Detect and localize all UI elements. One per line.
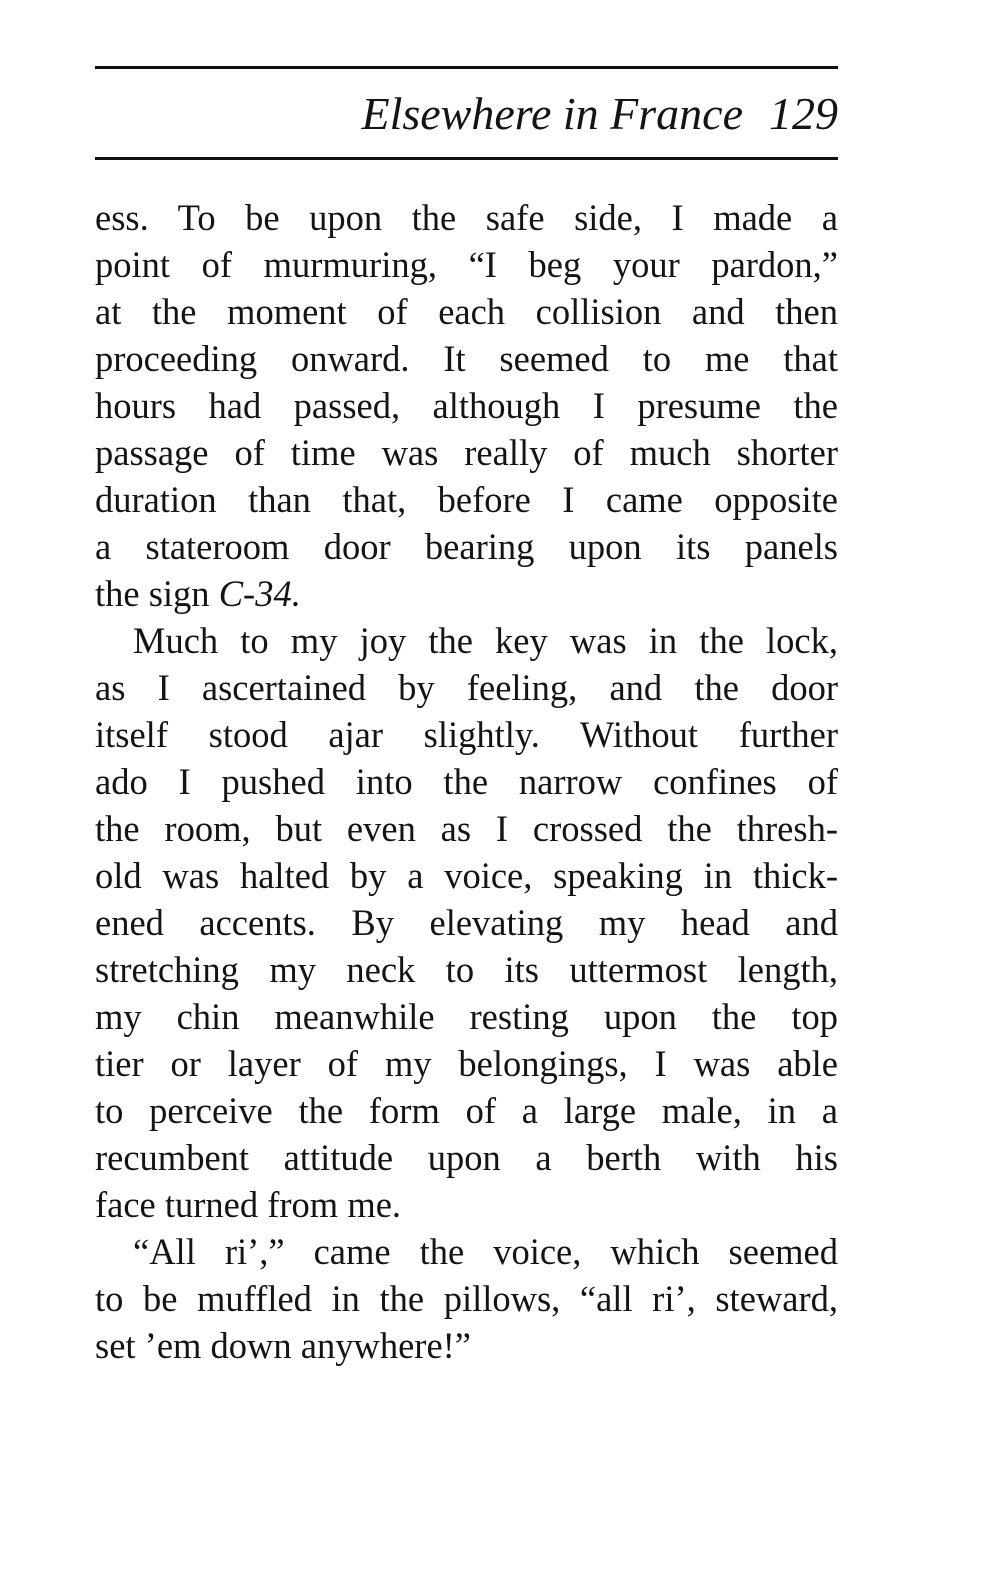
stateroom-sign: C-34.: [218, 573, 301, 614]
text-line: ess. To be upon the safe side, I made a: [95, 197, 838, 238]
text-line: [95, 570, 838, 617]
page-number: 129: [769, 88, 838, 139]
text-line: “All ri’,” came the voice, which seemed: [133, 1231, 838, 1272]
running-head: [95, 84, 838, 144]
text-line: passage of time was really of much shorter: [95, 432, 838, 473]
text-line: to be muffled in the pillows, “all ri’, steward,: [95, 1278, 838, 1319]
header-top-rule: [95, 66, 838, 69]
text-line: hours had passed, although I presume the: [95, 385, 838, 426]
text-line: recumbent attitude upon a berth with his: [95, 1137, 838, 1178]
text-line: Much to my joy the key was in the lock,: [133, 620, 838, 661]
text-line: to perceive the form of a large male, in a: [95, 1090, 838, 1131]
text-line: the room, but even as I crossed the thresh-: [95, 808, 838, 849]
text-line: as I ascertained by feeling, and the door: [95, 667, 838, 708]
text-line: my chin meanwhile resting upon the top: [95, 996, 838, 1037]
header-bottom-rule: [95, 157, 838, 160]
text-line: ened accents. By elevating my head and: [95, 902, 838, 943]
text-line: ado I pushed into the narrow confines of: [95, 761, 838, 802]
running-title: Elsewhere in France: [361, 88, 743, 139]
text-line: old was halted by a voice, speaking in thick-: [95, 855, 838, 896]
line-text: the sign: [95, 573, 219, 614]
text-line: set ’em down anywhere!”: [95, 1325, 471, 1366]
text-line: duration than that, before I came opposite: [95, 479, 838, 520]
text-line: point of murmuring, “I beg your pardon,”: [95, 244, 838, 285]
text-line: tier or layer of my belongings, I was able: [95, 1043, 838, 1084]
text-line: stretching my neck to its uttermost length,: [95, 949, 838, 990]
text-line: a stateroom door bearing upon its panels: [95, 526, 838, 567]
text-line: at the moment of each collision and then: [95, 291, 838, 332]
text-line: face turned from me.: [95, 1184, 402, 1225]
body-text: [95, 194, 838, 1369]
text-line: proceeding onward. It seemed to me that: [95, 338, 838, 379]
text-line: itself stood ajar slightly. Without further: [95, 714, 838, 755]
